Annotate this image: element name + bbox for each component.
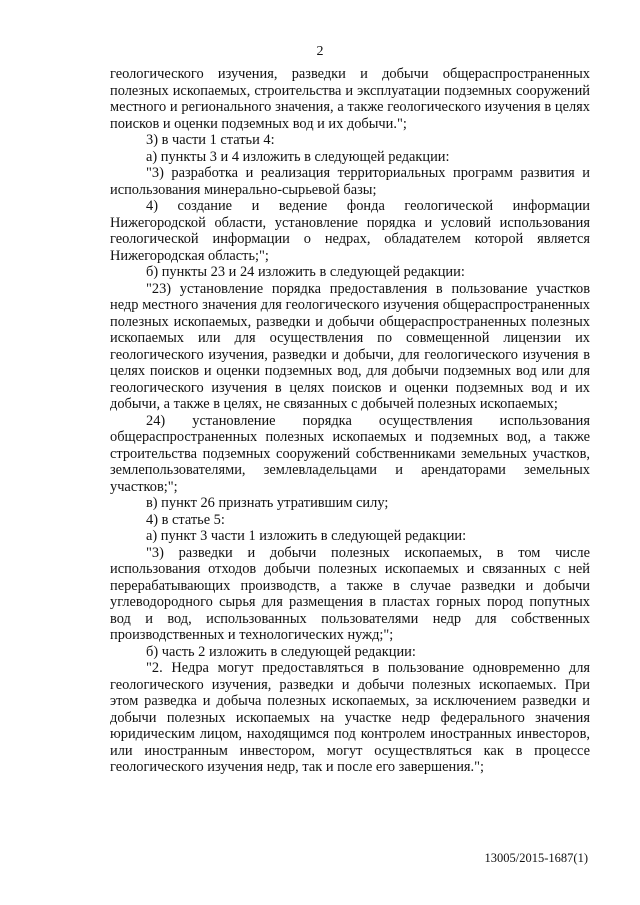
paragraph: 4) в статье 5: (146, 511, 225, 528)
paragraph: 24) установление порядка осуществления использования общераспространенных полезных ископаемых и подземных вод, а также строительства подземных сооружений собственниками земельных участков, землепользователями, землевладельцами и арендаторами земельных участков;"; (110, 412, 590, 495)
paragraph: а) пункты 3 и 4 изложить в следующей редакции: (146, 148, 450, 165)
paragraph: "3) разработка и реализация территориальных программ развития и использования минерально-сырьевой базы; (110, 165, 590, 198)
paragraph: "23) установление порядка предоставления в пользование участков недр местного значения для геологического изучения общераспространенных полезных ископаемых, разведки и добычи общераспространенных полезных ископаемых или для осуществления по совмещенной лицензии их геологического изучения, разведки и добычи, для геологического изучения в целях поисков и оценки подземных вод, для добычи подземных вод или для геологического изучения в целях поисков и оценки подземных вод и их добычи, а также в целях, не связанных с добычей полезных ископаемых; (110, 280, 590, 412)
page-number: 2 (316, 44, 324, 59)
paragraph: а) пункт 3 части 1 изложить в следующей редакции: (146, 528, 467, 544)
paragraph: "3) разведки и добычи полезных ископаемых, в том числе использования отходов добычи полезных ископаемых и связанных с ней перерабатывающих производств, а также в случае разведки и добычи углеводородного сырья для размещения в пластах горных пород попутных вод и вод, использованных пользователями недр для собственных производственных и технологических нужд;"; (110, 544, 590, 643)
document-body (110, 66, 590, 776)
paragraph: б) часть 2 изложить в следующей редакции: (146, 643, 416, 660)
paragraph: "2. Недра могут предоставляться в пользование одновременно для геологического изучения, разведки и добычи полезных ископаемых. При этом разведка и добыча полезных ископаемых, за исключением разведки и добычи полезных ископаемых на участке недр федерального значения юридическим лицом, находящимся под контролем иностранных инвесторов, или иностранным инвестором, могут осуществляться как в процессе геологического изучения недр, так и после его завершения."; (110, 660, 590, 775)
paragraph: 3) в части 1 статьи 4: (146, 132, 275, 148)
document-code: 13005/2015-1687(1) (484, 851, 588, 865)
paragraph: геологического изучения, разведки и добычи общераспространенных полезных ископаемых, строительства и эксплуатации подземных сооружений местного и регионального значения, а также геологического изучения в целях поисков и оценки подземных вод и их добычи."; (110, 66, 590, 132)
paragraph: 4) создание и ведение фонда геологической информации Нижегородской области, установление порядка и условий использования геологической информации о недрах, обладателем которой является Нижегородская область;"; (110, 198, 590, 264)
paragraph: в) пункт 26 признать утратившим силу; (146, 495, 389, 511)
paragraph: б) пункты 23 и 24 изложить в следующей редакции: (146, 264, 465, 280)
